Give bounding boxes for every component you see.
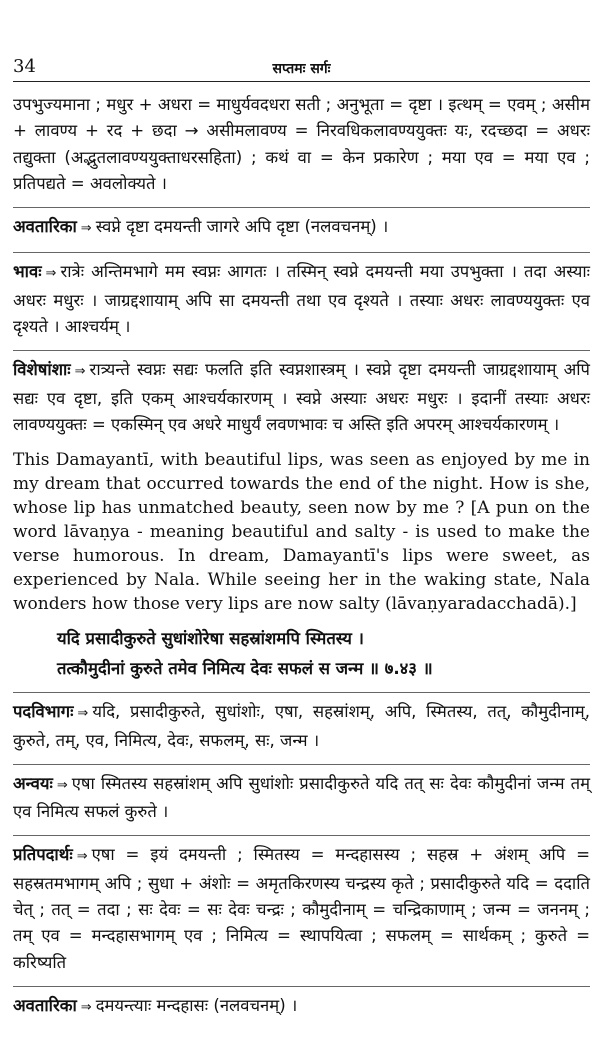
english-translation: This Damayantī, with beautiful lips, was seen as enjoyed by me in my dream that occurred towards the end of the night. How is she, whose lip has unmatched beauty, seen now by me ? [A pun on the word lāvaṇya - meaning beautiful and salty - is used to make the verse humorous. In dream, Damayantī's lips were sweet, as experienced by Nala. While seeing her in the waking state, Nala wonders how those very lips are now salty (lāvaṇyaradacchadā).] [13,450,590,615]
pratipadartha-section [13,842,590,975]
avatarika-label: अवतारिका [13,217,77,237]
arrow-icon: ⇒ [45,266,57,282]
running-head: सप्तमः सर्गः [272,61,331,77]
avatarika-section-2 [13,993,590,1021]
bhava-label: भावः [13,262,42,282]
page-body [13,92,590,1031]
section-divider [13,207,590,208]
page-header [13,56,590,84]
page-number: 34 [13,56,36,77]
avatarika-label: अवतारिका [13,995,77,1015]
vishesha-text: रात्र्यन्ते स्वप्नः सद्यः फलति इति स्वप्नशास्त्रम् । स्वप्ने दृष्टा दमयन्ती जाग्रद्दशायाम् अपि सद्यः एव दृष्टा, इति एकम् आश्चर्यकारणम् । स्वप्ने अस्याः अधरः मधुरः । इदानीं तस्याः अधरः लावण्ययुक्तः = एकस्मिन् एव अधरे माधुर्यं लवणभावः च अस्ति इति अपरम् आश्चर्यकारणम् । [13,360,590,434]
section-divider [13,692,590,693]
section-divider [13,986,590,987]
arrow-icon: ⇒ [74,364,86,380]
vishesha-section [13,357,590,438]
arrow-icon: ⇒ [80,999,92,1015]
avatarika-text: स्वप्ने दृष्टा दमयन्ती जागरे अपि दृष्टा (नलवचनम्) । [95,217,389,237]
padavibhaga-section [13,699,590,754]
arrow-icon: ⇒ [76,849,88,865]
avatarika-text: दमयन्त्याः मन्दहासः (नलवचनम्) । [95,995,298,1015]
bhava-text: रात्रेः अन्तिमभागे मम स्वप्नः आगतः । तस्मिन् स्वप्ने दमयन्ती मया उपभुक्ता । तदा अस्याः अधरः मधुरः । जाग्रद्दशायाम् अपि सा दमयन्ती तथा एव दृश्यते । तस्याः अधरः लावण्ययुक्तः एव दृश्यते । आश्चर्यम् । [13,262,590,337]
avatarika-section [13,214,590,242]
vishesha-label: विशेषांशाः [13,360,71,380]
section-divider [13,835,590,836]
verse-line-2: तत्कौमुदीनां कुरुते तमेव निमित्य देवः सफलं स जन्म ॥ ७.४३ ॥ [57,659,433,679]
section-divider [13,764,590,765]
pratipadartha-label: प्रतिपदार्थः [13,845,73,865]
padavibhaga-text: यदि, प्रसादीकुरुते, सुधांशोः, एषा, सहस्रांशम्, अपि, स्मितस्य, तत्, कौमुदीनाम्, कुरुते, तम्, एव, निमित्य, देवः, सफलम्, सः, जन्म । [13,702,590,750]
verse-block [13,624,590,684]
anvaya-label: अन्वयः [13,773,53,793]
section-divider [13,252,590,253]
arrow-icon: ⇒ [77,706,89,722]
anvaya-section [13,771,590,826]
pratipadartha-text: एषा = इयं दमयन्ती ; स्मितस्य = मन्दहासस्य ; सहस्र + अंशम् अपि = सहस्रतमभागम् अपि ; सुधा + अंशोः = अमृतकिरणस्य चन्द्रस्य कृते ; प्रसादीकुरुते यदि = ददाति चेत् ; तत् = तदा ; सः देवः = सः देवः चन्द्रः ; कौमुदीनाम् = चन्द्रिकाणाम् ; जन्म = जननम् ; तम् एव = मन्दहासभागम् एव ; निमित्य = स्थापयित्वा ; सफलम् = सार्थकम् ; कुरुते = करिष्यति [13,845,590,972]
header-rule [13,81,590,82]
arrow-icon: ⇒ [80,221,92,237]
commentary-paragraph: उपभुज्यमाना ; मधुर + अधरा = माधुर्यवदधरा सती ; अनुभूता = दृष्टा । इत्थम् = एवम् ; असीम + लावण्य + रद + छदा → असीमलावण्य = निरवधिकलावण्ययुक्तः यः, रदच्छदा = अधरः तद्युक्ता (अद्भुतलावण्ययुक्ताधरसहिता) ; कथं वा = केन प्रकारेण ; मया एव = मया एव ; प्रतिपद्यते = अवलोक्यते । [13,95,590,193]
arrow-icon: ⇒ [56,777,68,793]
padavibhaga-label: पदविभागः [13,702,74,722]
section-divider [13,350,590,351]
anvaya-text: एषा स्मितस्य सहस्रांशम् अपि सुधांशोः प्रसादीकुरुते यदि तत् सः देवः कौमुदीनां जन्म तम् एव निमित्य सफलं कुरुते । [13,773,590,822]
bhava-section [13,259,590,340]
verse-line-1: यदि प्रसादीकुरुते सुधांशोरेषा सहस्रांशमपि स्मितस्य । [57,629,364,649]
